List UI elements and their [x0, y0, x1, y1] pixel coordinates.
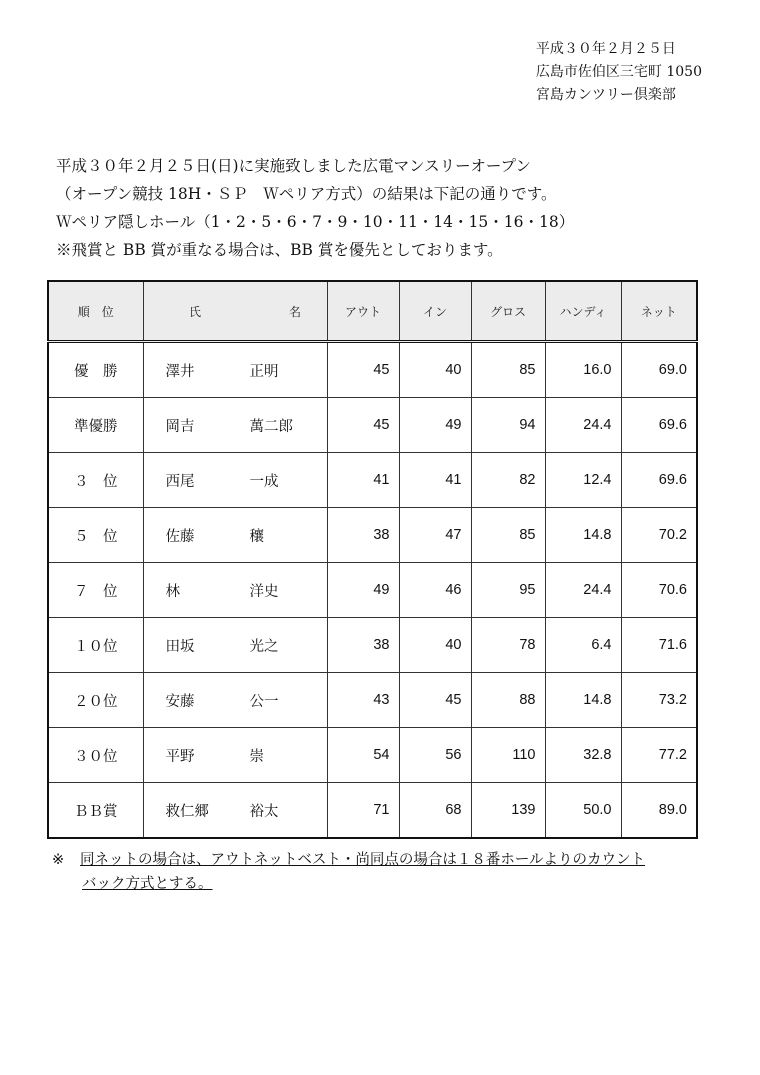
player-family-name: 安藤	[165, 693, 195, 710]
header-rank: 順 位	[48, 281, 143, 342]
in-cell: 56	[399, 728, 471, 783]
footnote-mark: ※	[52, 852, 65, 868]
name-cell	[143, 618, 327, 673]
in-cell: 40	[399, 342, 471, 398]
in-cell: 49	[399, 398, 471, 453]
table-row	[48, 563, 697, 618]
club-name: 宮島カンツリー倶楽部	[535, 87, 676, 103]
table-row	[48, 618, 697, 673]
gross-cell: 78	[471, 618, 545, 673]
net-cell: 70.6	[621, 563, 697, 618]
gross-cell: 88	[471, 673, 545, 728]
header-in: イン	[399, 281, 471, 342]
net-cell: 73.2	[621, 673, 697, 728]
document-header	[536, 38, 702, 107]
header-name-given: 名	[288, 304, 301, 319]
net-cell: 69.6	[621, 398, 697, 453]
rank-cell: ３ 位	[48, 453, 143, 508]
in-cell: 47	[399, 508, 471, 563]
net-cell: 69.0	[621, 342, 697, 398]
out-cell: 38	[327, 508, 399, 563]
in-cell: 45	[399, 673, 471, 728]
player-given-name: 萬二郎	[249, 418, 293, 435]
player-family-name: 林	[165, 583, 180, 600]
player-given-name: 裕太	[249, 803, 279, 820]
name-cell	[143, 342, 327, 398]
name-cell	[143, 508, 327, 563]
handicap-cell: 32.8	[545, 728, 621, 783]
header-gross: グロス	[471, 281, 545, 342]
in-cell: 40	[399, 618, 471, 673]
name-cell	[143, 728, 327, 783]
handicap-cell: 14.8	[545, 508, 621, 563]
gross-cell: 110	[471, 728, 545, 783]
out-cell: 45	[327, 398, 399, 453]
in-cell: 68	[399, 783, 471, 839]
handicap-cell: 50.0	[545, 783, 621, 839]
intro-line: Ｗペリア隠しホール（1・2・5・6・7・9・10・11・14・15・16・18）	[56, 213, 575, 231]
rank-cell: ２０位	[48, 673, 143, 728]
table-header-row	[48, 281, 697, 342]
table-row	[48, 453, 697, 508]
rank-cell: ３０位	[48, 728, 143, 783]
table-row	[48, 508, 697, 563]
player-given-name: 穰	[249, 528, 264, 545]
table-row	[48, 673, 697, 728]
name-cell	[143, 453, 327, 508]
table-row	[48, 398, 697, 453]
rank-cell: １０位	[48, 618, 143, 673]
player-given-name: 光之	[249, 638, 279, 655]
gross-cell: 85	[471, 342, 545, 398]
player-family-name: 平野	[165, 748, 195, 765]
rank-cell: ＢＢ賞	[48, 783, 143, 839]
gross-cell: 139	[471, 783, 545, 839]
player-given-name: 崇	[249, 748, 264, 765]
table-row	[48, 728, 697, 783]
table-row	[48, 783, 697, 839]
gross-cell: 82	[471, 453, 545, 508]
intro-line: ※飛賞と BB 賞が重なる場合は、BB 賞を優先としております。	[56, 241, 503, 259]
out-cell: 38	[327, 618, 399, 673]
net-cell: 70.2	[621, 508, 697, 563]
footnote	[52, 848, 645, 896]
header-name	[143, 281, 327, 342]
handicap-cell: 12.4	[545, 453, 621, 508]
player-given-name: 公一	[249, 693, 279, 710]
intro-line: 平成３０年２月２５日(日)に実施致しました広電マンスリーオープン	[56, 157, 531, 175]
net-cell: 77.2	[621, 728, 697, 783]
footnote-line: 同ネットの場合は、アウトネットベスト・尚同点の場合は１８番ホールよりのカウント	[80, 852, 646, 868]
handicap-cell: 14.8	[545, 673, 621, 728]
in-cell: 46	[399, 563, 471, 618]
handicap-cell: 16.0	[545, 342, 621, 398]
rank-cell: 優 勝	[48, 342, 143, 398]
header-out: アウト	[327, 281, 399, 342]
player-family-name: 救仁郷	[165, 803, 209, 820]
handicap-cell: 6.4	[545, 618, 621, 673]
net-cell: 69.6	[621, 453, 697, 508]
in-cell: 41	[399, 453, 471, 508]
header-net: ネット	[621, 281, 697, 342]
handicap-cell: 24.4	[545, 398, 621, 453]
player-given-name: 洋史	[249, 583, 279, 600]
header-handicap: ハンディ	[545, 281, 621, 342]
out-cell: 54	[327, 728, 399, 783]
out-cell: 41	[327, 453, 399, 508]
out-cell: 43	[327, 673, 399, 728]
footnote-line: バック方式とする。	[82, 876, 213, 892]
player-family-name: 佐藤	[165, 528, 195, 545]
rank-cell: 準優勝	[48, 398, 143, 453]
player-family-name: 岡吉	[165, 418, 195, 435]
rank-cell: ５ 位	[48, 508, 143, 563]
results-body	[48, 342, 697, 839]
rank-cell: ７ 位	[48, 563, 143, 618]
header-name-family: 氏	[188, 304, 201, 319]
name-cell	[143, 673, 327, 728]
handicap-cell: 24.4	[545, 563, 621, 618]
out-cell: 49	[327, 563, 399, 618]
net-cell: 71.6	[621, 618, 697, 673]
gross-cell: 95	[471, 563, 545, 618]
intro-text	[56, 152, 574, 264]
club-address: 広島市佐伯区三宅町 1050	[535, 64, 702, 80]
document-date: 平成３０年２月２５日	[535, 41, 676, 57]
player-given-name: 一成	[249, 473, 279, 490]
name-cell	[143, 563, 327, 618]
player-family-name: 西尾	[165, 473, 195, 490]
table-row	[48, 342, 697, 398]
name-cell	[143, 398, 327, 453]
out-cell: 45	[327, 342, 399, 398]
player-given-name: 正明	[249, 363, 279, 380]
results-table	[47, 280, 698, 839]
player-family-name: 澤井	[165, 363, 195, 380]
name-cell	[143, 783, 327, 839]
gross-cell: 85	[471, 508, 545, 563]
net-cell: 89.0	[621, 783, 697, 839]
intro-line: （オープン競技 18H・ＳＰ Ｗペリア方式）の結果は下記の通りです。	[56, 185, 557, 203]
gross-cell: 94	[471, 398, 545, 453]
out-cell: 71	[327, 783, 399, 839]
player-family-name: 田坂	[165, 638, 195, 655]
